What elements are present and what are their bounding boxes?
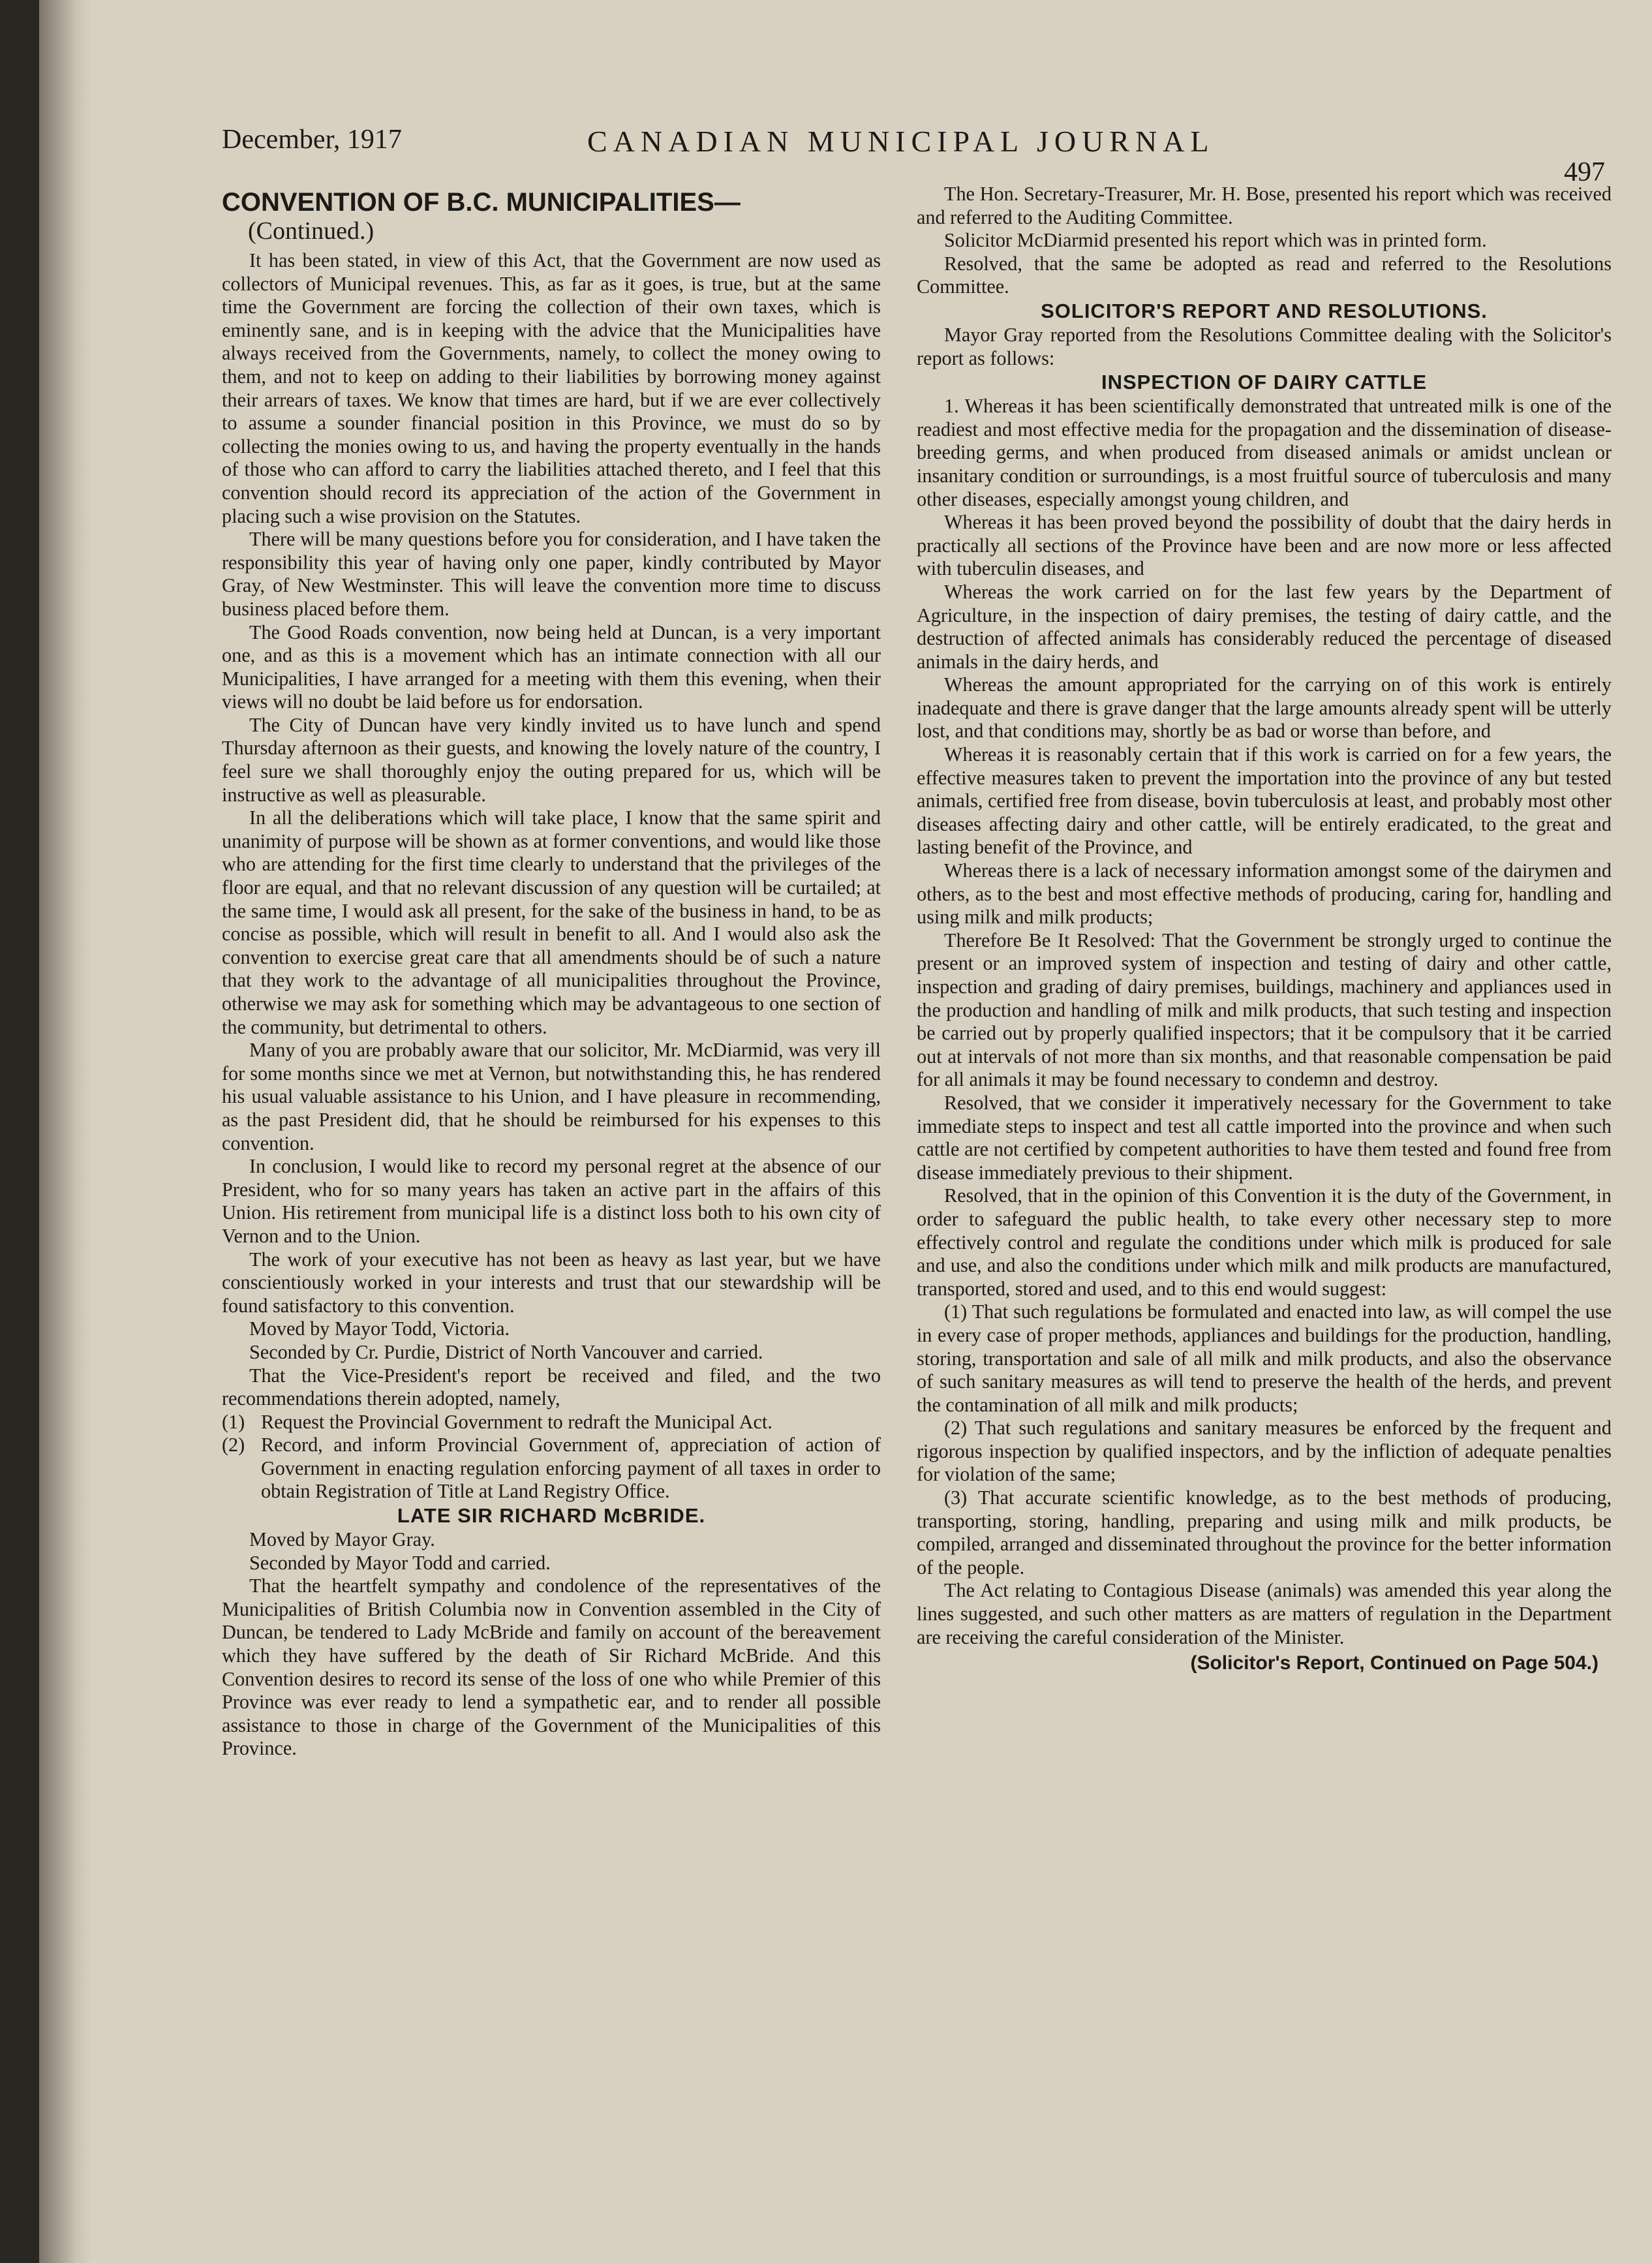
paragraph: Moved by Mayor Gray. — [249, 1528, 435, 1551]
continued-note: (Solicitor's Report, Continued on Page 504.) — [1190, 1652, 1598, 1674]
page-number: 497 — [1564, 157, 1605, 187]
right-column — [917, 183, 1612, 1675]
paragraph: Resolved, that the same be adopted as read and referred to the Resolutions Committee. — [917, 252, 1612, 298]
issue-date: December, 1917 — [222, 125, 402, 155]
paragraph: There will be many questions before you for consideration, and I have taken the responsibility this year of having only one paper, kindly contributed by Mayor Gray, of New Westminster. This will leave the convention more time to discuss business placed before them. — [222, 528, 881, 620]
paragraph: Whereas it is reasonably certain that if this work is carried on for a few years, the effective measures taken to prevent the importation into the province of any but tested animals, certified free from disease, bovin tuberculosis at least, and probably most other diseases affecting dairy and other cattle, will be entirely eradicated, to the great and lasting benefit of the Province, and — [917, 743, 1612, 859]
list-item — [222, 1434, 881, 1503]
article-title: CONVENTION OF B.C. MUNICIPALITIES— — [222, 188, 741, 217]
paragraph: Seconded by Mayor Todd and carried. — [249, 1551, 551, 1574]
paragraph: Many of you are probably aware that our solicitor, Mr. McDiarmid, was very ill for some months since we met at Vernon, but notwithstanding this, he has rendered his usual valuable assistance to his Union, and I have pleasure in recommending, as the past President did, that he should be reimbursed for his expenses to this convention. — [222, 1039, 881, 1154]
section-heading: INSPECTION OF DAIRY CATTLE — [1101, 371, 1428, 394]
journal-page — [39, 0, 1652, 2263]
section-heading: SOLICITOR'S REPORT AND RESOLUTIONS. — [1041, 299, 1488, 322]
paragraph: Whereas there is a lack of necessary information amongst some of the dairymen and others, as to the best and most effective methods of producing, caring for, handling and using milk and milk products; — [917, 859, 1612, 929]
list-text: Request the Provincial Government to redraft the Municipal Act. — [261, 1410, 772, 1433]
paragraph: Whereas the work carried on for the last few years by the Department of Agriculture, in the inspection of dairy premises, the testing of dairy cattle, and the destruction of affected animals has considerably reduced the percentage of diseased animals in the dairy herds, and — [917, 580, 1612, 673]
paragraph: Whereas the amount appropriated for the carrying on of this work is entirely inadequate and there is grave danger that the large amounts already spent will be utterly lost, and that conditions may, shortly be as bad or worse than before, and — [917, 673, 1612, 743]
paragraph: Whereas it has been proved beyond the possibility of doubt that the dairy herds in practically all sections of the Province have been and are now more or less affected with tuberculin diseases, and — [917, 511, 1612, 580]
paragraph: The City of Duncan have very kindly invited us to have lunch and spend Thursday afternoon as their guests, and knowing the lovely nature of the country, I feel sure we shall thoroughly enjoy the outing prepared for us, which will be instructive as well as pleasurable. — [222, 713, 881, 806]
article-subtitle: (Continued.) — [248, 217, 375, 245]
paragraph: Therefore Be It Resolved: That the Government be strongly urged to continue the present or an improved system of inspection and testing of dairy and other cattle, inspection and grading of dairy premises, buildings, machinery and appliances used in the production and handling of milk and milk products, that such testing and inspection be carried out by properly qualified inspectors; that it be compulsory that it be carried out at intervals of not more than six months, and that reasonable compensation be paid for all animals it may be found necessary to condemn and destroy. — [917, 929, 1612, 1091]
running-head — [222, 124, 1605, 187]
paragraph: That the Vice-President's report be received and filed, and the two recommendations therein adopted, namely, — [222, 1364, 881, 1410]
paragraph: In conclusion, I would like to record my personal regret at the absence of our President, who for so many years has taken an active part in the affairs of this Union. His retirement from municipal life is a distinct loss both to his own city of Vernon and to the Union. — [222, 1155, 881, 1247]
list-number: (2) — [222, 1434, 245, 1456]
paragraph: Resolved, that we consider it imperatively necessary for the Government to take immediate steps to inspect and test all cattle imported into the province and when such cattle are not certified by competent authorities to have them tested and found free from disease immediately previous to their shipment. — [917, 1091, 1612, 1184]
left-column — [222, 183, 881, 1761]
paragraph: Seconded by Cr. Purdie, District of North Vancouver and carried. — [249, 1340, 763, 1363]
paragraph: Mayor Gray reported from the Resolutions Committee dealing with the Solicitor's report as follows: — [917, 323, 1612, 369]
journal-title: CANADIAN MUNICIPAL JOURNAL — [587, 125, 1215, 158]
paragraph: Resolved, that in the opinion of this Convention it is the duty of the Government, in order to safeguard the public health, to take every other necessary step to more effectively control and regulate the conditions under which milk is produced for sale and use, and also the conditions under which milk and milk products are manufactured, transported, stored and used, and to this end would suggest: — [917, 1184, 1612, 1300]
list-item — [222, 1411, 881, 1434]
paragraph: In all the deliberations which will take place, I know that the same spirit and unanimity of purpose will be shown as at former conventions, and would like those who are attending for the first time clearly to understand that the privileges of the floor are equal, and that no relevant discussion of any question will be curtailed; at the same time, I would ask all present, for the sake of the business in hand, to be as concise as possible, which will result in benefit to all. And I would also ask the convention to exercise great care that all amendments should be of such a nature that they work to the advantage of all municipalities throughout the Province, otherwise we may ask for something which may be advantageous to one section of the community, but detrimental to others. — [222, 807, 881, 1038]
paragraph: The Good Roads convention, now being held at Duncan, is a very important one, and as this is a movement which has an intimate connection with all our Municipalities, I have arranged for a meeting with them this evening, when their views will no doubt be laid before us for endorsation. — [222, 621, 881, 713]
paragraph: 1. Whereas it has been scientifically demonstrated that untreated milk is one of the readiest and most effective media for the propagation and the dissemination of disease-breeding germs, and when produced from diseased animals or amidst unclean or insanitary condition or surroundings, is a most fruitful source of tuberculosis and many other diseases, especially amongst young children, and — [917, 395, 1612, 510]
section-heading: LATE SIR RICHARD McBRIDE. — [397, 1504, 706, 1528]
list-number: (1) — [222, 1410, 245, 1433]
list-text: Record, and inform Provincial Government of, appreciation of action of Government in enacting regulation enforcing payment of all taxes in order to obtain Registration of Title at Land Registry Office. — [261, 1434, 881, 1503]
paragraph: (3) That accurate scientific knowledge, as to the best methods of producing, transporting, storing, handling, preparing and using milk and milk products, be compiled, arranged and disseminated throughout the province for the better information of the people. — [917, 1486, 1612, 1578]
binding-gutter — [39, 0, 91, 2263]
paragraph: The Hon. Secretary-Treasurer, Mr. H. Bose, presented his report which was received and referred to the Auditing Committee. — [917, 183, 1612, 228]
paragraph: Solicitor McDiarmid presented his report which was in printed form. — [944, 229, 1487, 252]
paragraph: Moved by Mayor Todd, Victoria. — [249, 1317, 510, 1340]
paragraph: That the heartfelt sympathy and condolence of the representatives of the Municipalities of British Columbia now in Convention assembled in the City of Duncan, be tendered to Lady McBride and family on account of the bereavement which they have suffered by the death of Sir Richard McBride. And this Convention desires to record its sense of the loss of one who while Premier of this Province was ever ready to lend a sympathetic ear, and to render all possible assistance to those in charge of the Government of the Municipalities of this Province. — [222, 1575, 881, 1760]
paragraph: The Act relating to Contagious Disease (animals) was amended this year along the lines suggested, and such other matters as are matters of regulation in the Department are receiving the careful consideration of the Minister. — [917, 1579, 1612, 1648]
paragraph: (1) That such regulations be formulated and enacted into law, as will compel the use in every case of proper methods, appliances and buildings for the production, handling, storing, transportation and sale of all milk and milk products, and also the observance of such sanitary measures as will tend to preserve the health of the herds, and prevent the contamination of all milk and milk products; — [917, 1301, 1612, 1416]
paragraph: The work of your executive has not been as heavy as last year, but we have conscientiously worked in your interests and trust that our stewardship will be found satisfactory to this convention. — [222, 1248, 881, 1317]
paragraph: It has been stated, in view of this Act, that the Government are now used as collectors of Municipal revenues. This, as far as it goes, is true, but at the same time the Government are forcing the collection of their own taxes, which is eminently sane, and is in keeping with the advice that the Municipalities have always received from the Governments, namely, to collect the money owing to them, and not to keep on adding to their liabilities by borrowing money against their arrears of taxes. We know that times are hard, but if we are ever collectively to assume a sounder financial position in this Province, we must do so by collecting the monies owing to us, and having the property eventually in the hands of those who can afford to carry the liabilities attached thereto, and I feel that this convention should record its appreciation of the action of the Government in placing such a wise provision on the Statutes. — [222, 249, 881, 527]
paragraph: (2) That such regulations and sanitary measures be enforced by the frequent and rigorous inspection by qualified inspectors, and by the infliction of adequate penalties for violation of the same; — [917, 1417, 1612, 1486]
